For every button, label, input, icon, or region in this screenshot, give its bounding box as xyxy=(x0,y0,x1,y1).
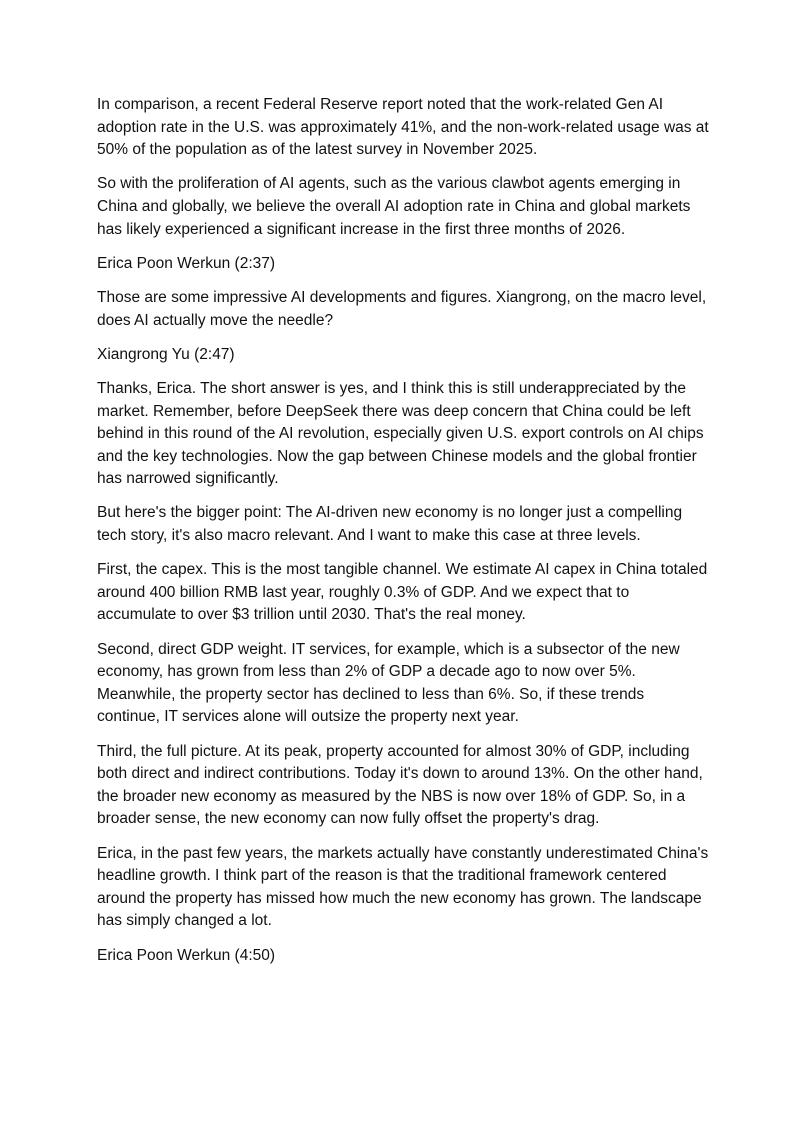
paragraph-gdp-weight: Second, direct GDP weight. IT services, for example, which is a subsector of the new economy, has grown from less than 2% of GDP a decade ago to now over 5%. Meanwhile, the property sector has declined to less than 6%. So, if these trends continue, IT services alone will outsize the property next year. xyxy=(97,640,680,726)
paragraph-xiangrong-answer: Thanks, Erica. The short answer is yes, and I think this is still underappreciated by the market. Remember, before DeepSeek there was deep concern that China could be left behind in this round of the AI revolution, especially given U.S. export controls on AI chips and the key technologies. Now the gap between Chinese models and the global frontier has narrowed significantly. xyxy=(97,379,704,488)
speaker-label-erica: Erica Poon Werkun (2:37) xyxy=(97,254,276,272)
paragraph-ai-agents: So with the proliferation of AI agents, such as the various clawbot agents emerging in China and globally, we believe the overall AI adoption rate in China and global markets has likely experienced a significant increase in the first three months of 2026. xyxy=(97,175,691,238)
paragraph-underestimated-growth: Erica, in the past few years, the markets actually have constantly underestimated China's headline growth. I think part of the reason is that the traditional framework centered around the property has missed how much the new economy has grown. The landscape has simply changed a lot. xyxy=(97,844,709,930)
paragraph-full-picture: Third, the full picture. At its peak, property accounted for almost 30% of GDP, including both direct and indirect contributions. Today it's down to around 13%. On the other hand, the broader new economy as measured by the NBS is now over 18% of GDP. So, in a broader sense, the new economy can now fully offset the property's drag. xyxy=(97,742,703,828)
paragraph-fed-comparison: In comparison, a recent Federal Reserve report noted that the work-related Gen AI adoption rate in the U.S. was approximately 41%, and the non-work-related usage was at 50% of the population as of the latest survey in November 2025. xyxy=(97,96,709,159)
paragraph-capex: First, the capex. This is the most tangible channel. We estimate AI capex in China totaled around 400 billion RMB last year, roughly 0.3% of GDP. And we expect that to accumulate to over $3 trillion until 2030. That's the real money. xyxy=(97,561,708,624)
paragraph-erica-question: Those are some impressive AI developments and figures. Xiangrong, on the macro level, does AI actually move the needle? xyxy=(97,288,707,329)
speaker-label-erica-2: Erica Poon Werkun (4:50) xyxy=(97,946,276,964)
speaker-label-xiangrong: Xiangrong Yu (2:47) xyxy=(97,345,235,363)
paragraph-bigger-point: But here's the bigger point: The AI-driven new economy is no longer just a compelling tech story, it's also macro relevant. And I want to make this case at three levels. xyxy=(97,504,683,545)
transcript-page xyxy=(97,94,709,979)
